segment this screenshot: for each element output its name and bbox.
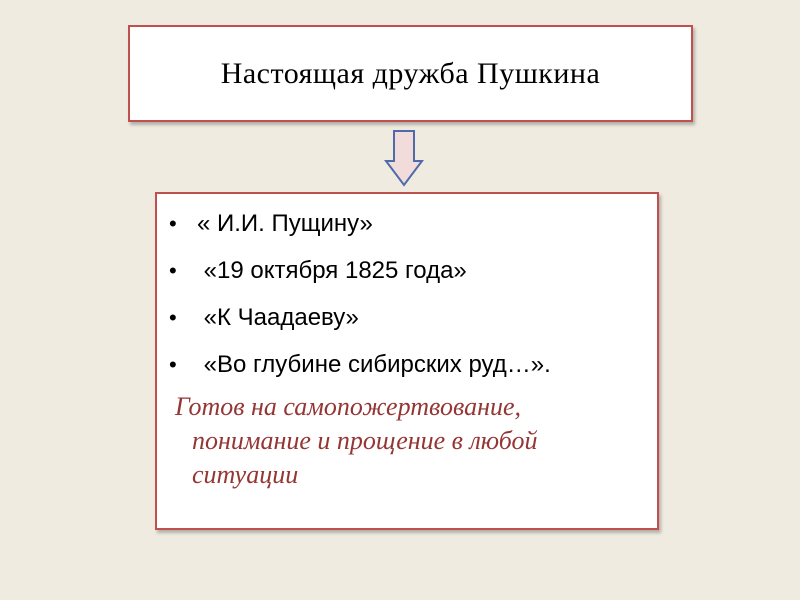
summary-note [175, 390, 645, 492]
list-item-text: «19 октября 1825 года» [197, 257, 467, 284]
list-item-text: « И.И. Пущину» [197, 210, 373, 237]
list-item [167, 296, 551, 343]
bullet-icon: • [169, 258, 177, 283]
list-item-text: «К Чаадаеву» [197, 304, 359, 331]
bullet-list [167, 202, 551, 390]
bullet-icon: • [169, 352, 177, 377]
summary-note-line: понимание и прощение в любой [192, 426, 538, 455]
list-item [167, 202, 551, 249]
bullet-icon: • [169, 305, 177, 330]
list-item-text: «Во глубине сибирских руд…». [197, 351, 551, 378]
summary-note-line: Готов на самопожертвование, [175, 392, 522, 421]
title-box [128, 25, 693, 122]
list-item [167, 343, 551, 390]
bullet-icon: • [169, 211, 177, 236]
down-arrow-icon [384, 129, 424, 189]
content-box [155, 192, 659, 530]
list-item [167, 249, 551, 296]
summary-note-line: ситуации [192, 460, 299, 489]
slide-title: Настоящая дружба Пушкина [220, 56, 601, 90]
